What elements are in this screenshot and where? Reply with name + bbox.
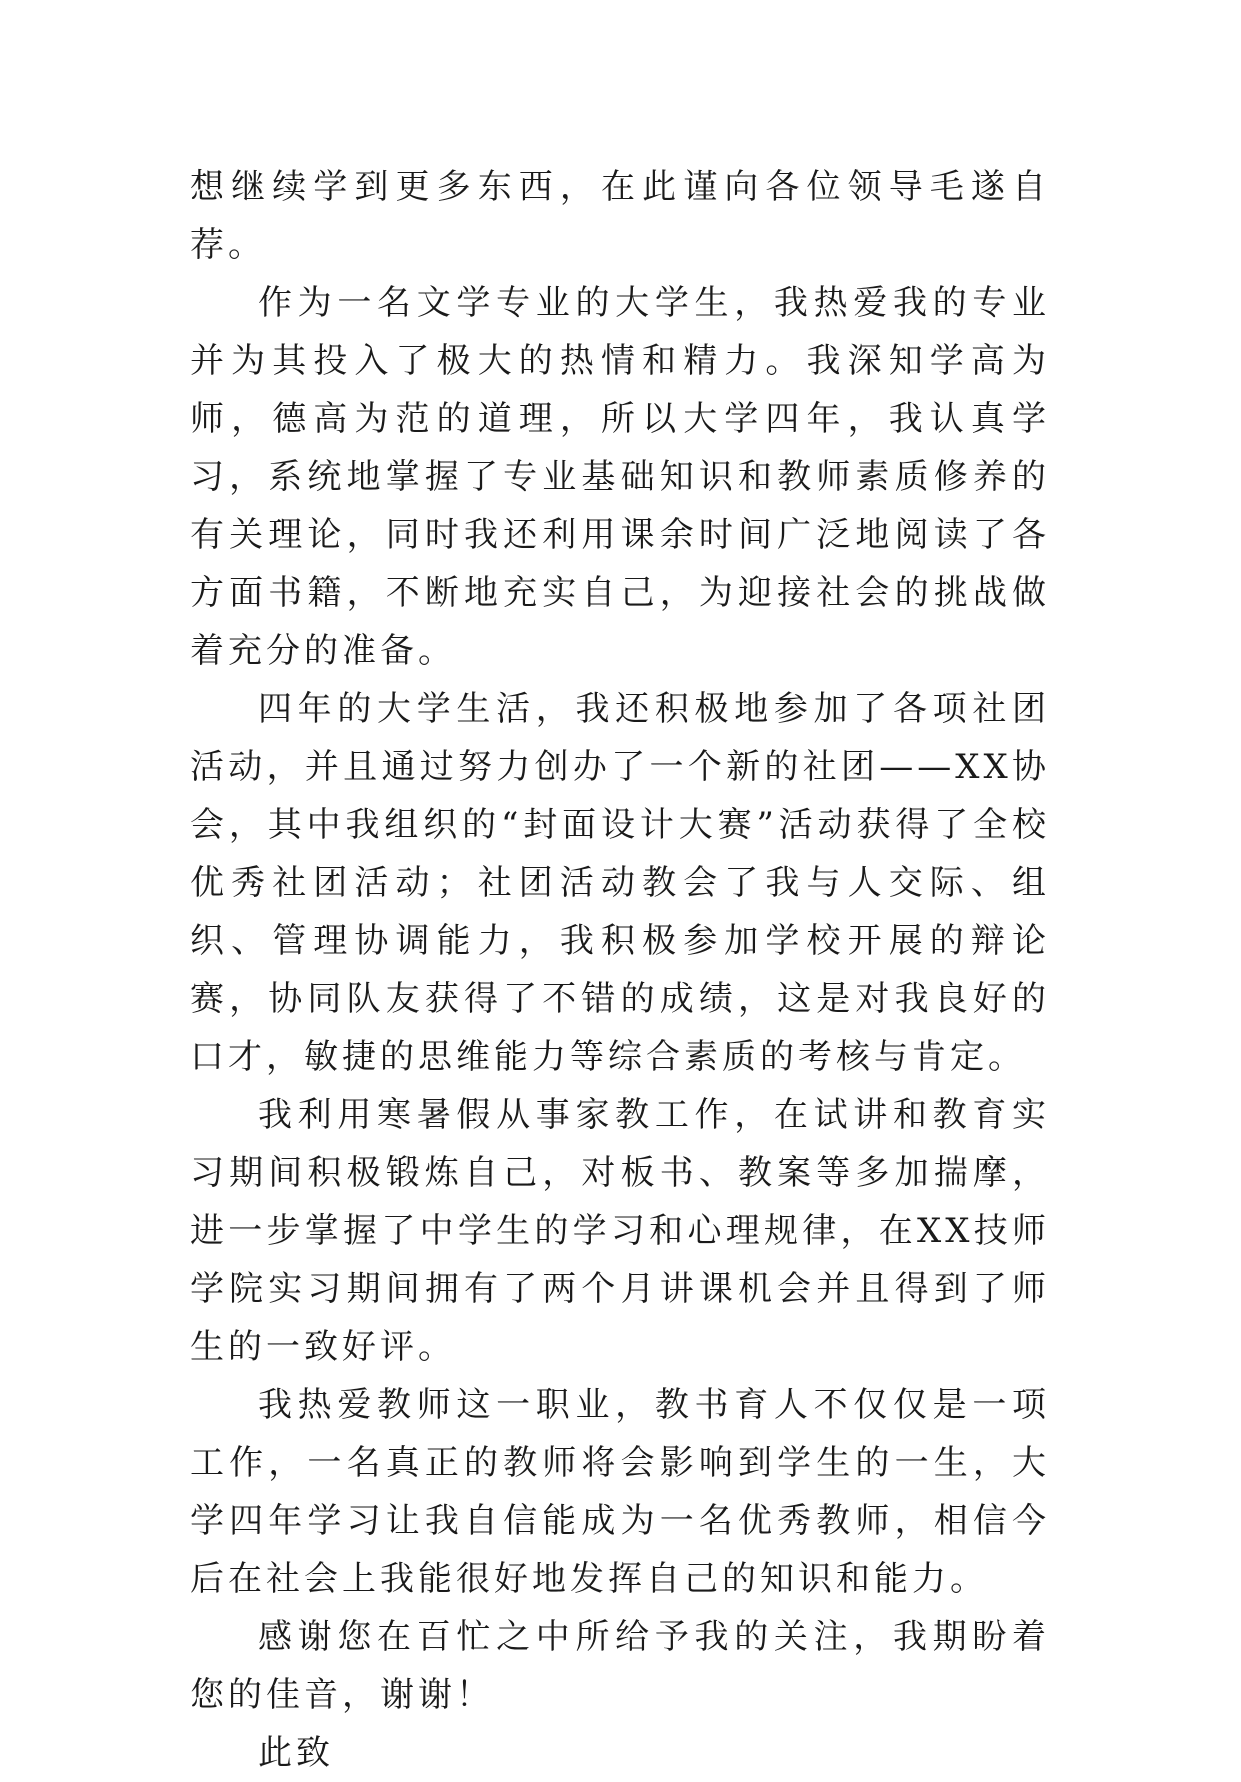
letter-body — [190, 158, 1050, 1782]
paragraph-teacher-passion: 我热爱教师这一职业，教书育人不仅仅是一项工作，一名真正的教师将会影响到学生的一生，大学四年学习让我自信能成为一名优秀教师，相信今后在社会上我能很好地发挥自己的知识和能力。 — [190, 1385, 1050, 1599]
paragraph-continuation: 想继续学到更多东西，在此谨向各位领导毛遂自荐。 — [190, 167, 1050, 265]
paragraph-teaching-practice: 我利用寒暑假从事家教工作，在试讲和教育实习期间积极锻炼自己，对板书、教案等多加揣摩，进一步掌握了中学生的学习和心理规律，在XX技师学院实习期间拥有了两个月讲课机会并且得到了师生的一致好评。 — [190, 1095, 1050, 1367]
closing-salutation: 此致 — [258, 1733, 334, 1773]
paragraph-club-activities: 四年的大学生活，我还积极地参加了各项社团活动，并且通过努力创办了一个新的社团——XX协会，其中我组织的“封面设计大赛”活动获得了全校优秀社团活动；社团活动教会了我与人交际、组织、管理协调能力，我积极参加学校开展的辩论赛，协同队友获得了不错的成绩，这是对我良好的口才，敏捷的思维能力等综合素质的考核与肯定。 — [190, 689, 1050, 1077]
paragraph-major-study: 作为一名文学专业的大学生，我热爱我的专业并为其投入了极大的热情和精力。我深知学高为师，德高为范的道理，所以大学四年，我认真学习，系统地掌握了专业基础知识和教师素质修养的有关理论，同时我还利用课余时间广泛地阅读了各方面书籍，不断地充实自己，为迎接社会的挑战做着充分的准备。 — [190, 283, 1050, 671]
paragraph-thanks: 感谢您在百忙之中所给予我的关注，我期盼着您的佳音，谢谢！ — [190, 1617, 1050, 1715]
